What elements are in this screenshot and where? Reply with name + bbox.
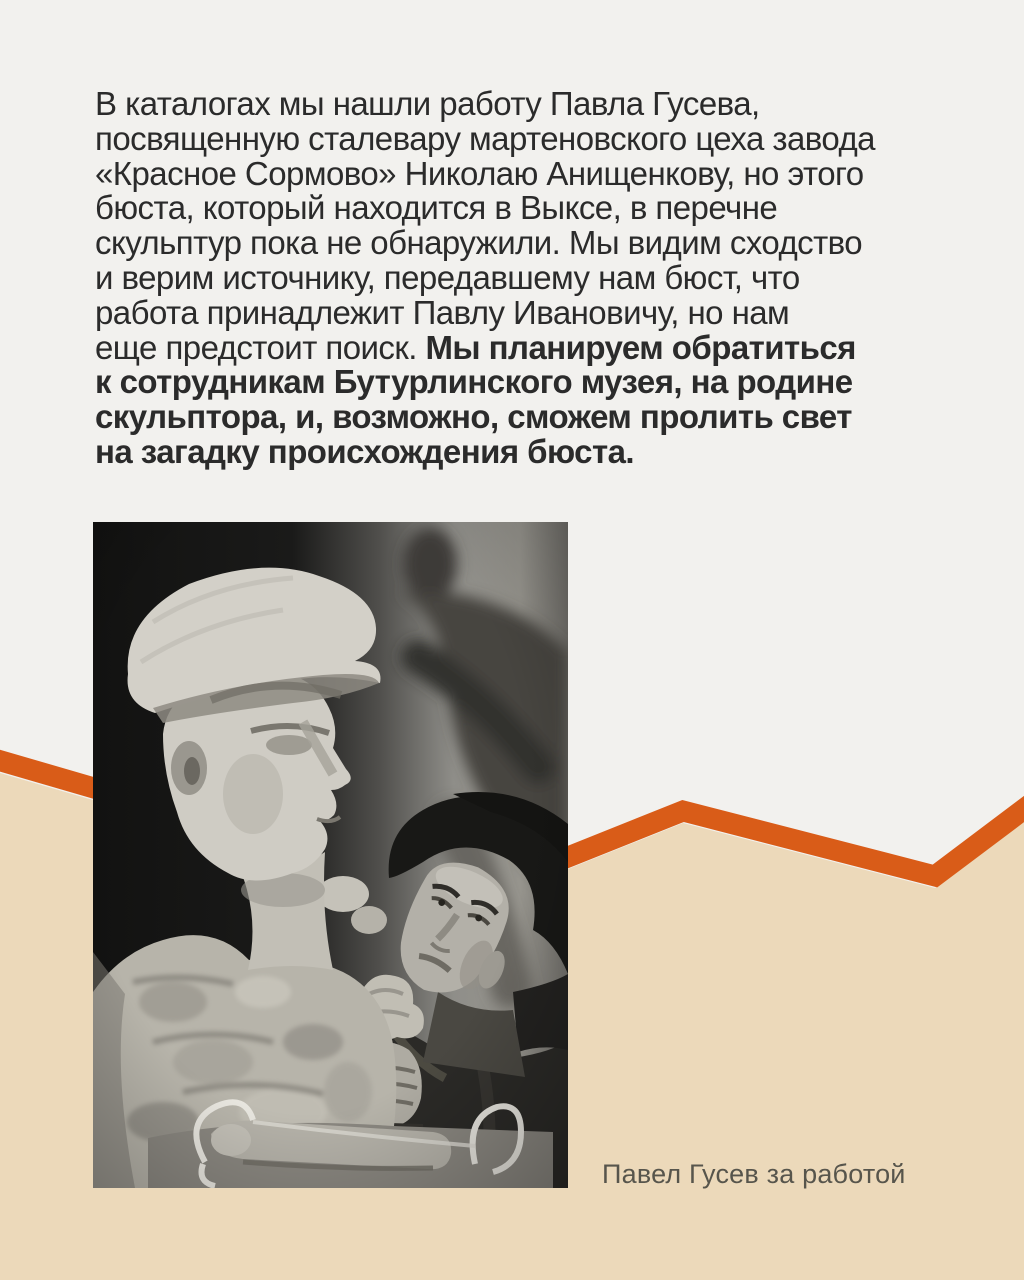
body-text (95, 87, 951, 470)
text-line: бюста, который находится в Выксе, в перечне (95, 189, 778, 227)
text-line: В каталогах мы нашли работу Павла Гусева, (95, 85, 760, 122)
photo-vignette (93, 522, 568, 1188)
text-line: скульптора, и, возможно, сможем пролить свет (95, 398, 852, 436)
sculptor-photo (93, 522, 568, 1188)
text-line: скульптур пока не обнаружили. Мы видим сходство (95, 224, 863, 262)
text-line: к сотрудникам Бутурлинского музея, на родине (95, 363, 853, 401)
photo-caption: Павел Гусев за работой (602, 1159, 906, 1189)
text-line: и верим источнику, передавшему нам бюст, что (95, 258, 800, 296)
text-line: работа принадлежит Павлу Ивановичу, но нам (95, 293, 790, 331)
text-line: еще предстоит поиск. Мы планируем обратиться (95, 328, 856, 366)
sculptor-photo-illustration (93, 522, 568, 1188)
text-line: «Красное Сормово» Николаю Анищенкову, но этого (95, 154, 864, 192)
text-line: на загадку происхождения бюста. (95, 432, 635, 470)
text-line: посвященную сталевару мартеновского цеха завода (95, 119, 875, 157)
